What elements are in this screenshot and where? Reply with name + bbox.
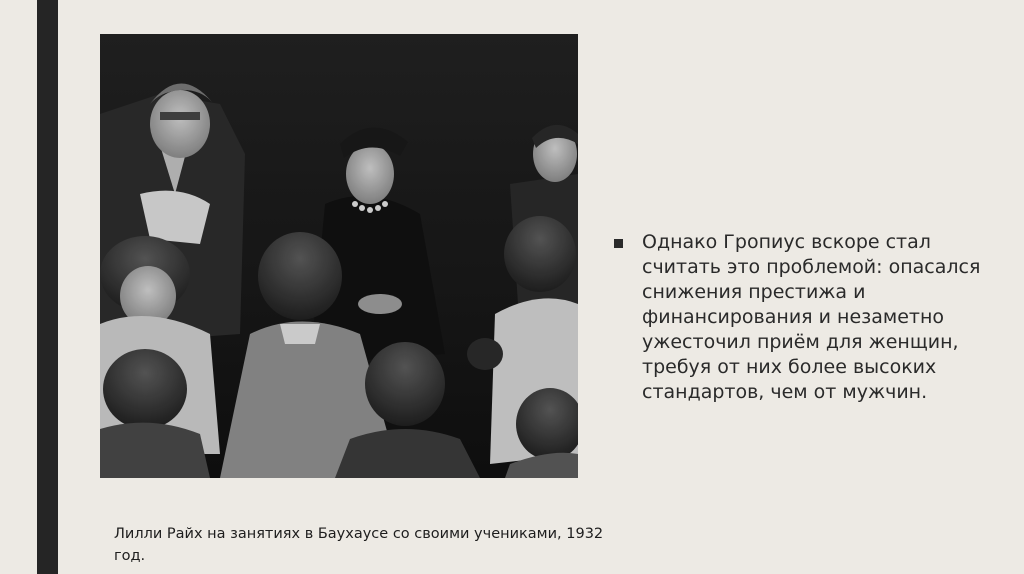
photo-caption: Лилли Райх на занятиях в Баухаусе со своими учениками, 1932 год. bbox=[114, 526, 604, 564]
photo-illustration bbox=[100, 34, 578, 478]
historical-photo bbox=[100, 34, 578, 478]
bullet-list bbox=[614, 230, 1014, 405]
bullet-text: Однако Гропиус вскоре стал считать это проблемой: опасался снижения престижа и финансирования и незаметно ужесточил приём для женщин, требуя от них более высоких стандартов, чем от мужчин. bbox=[642, 231, 981, 403]
square-bullet-icon bbox=[614, 239, 623, 248]
accent-bar bbox=[37, 0, 58, 574]
